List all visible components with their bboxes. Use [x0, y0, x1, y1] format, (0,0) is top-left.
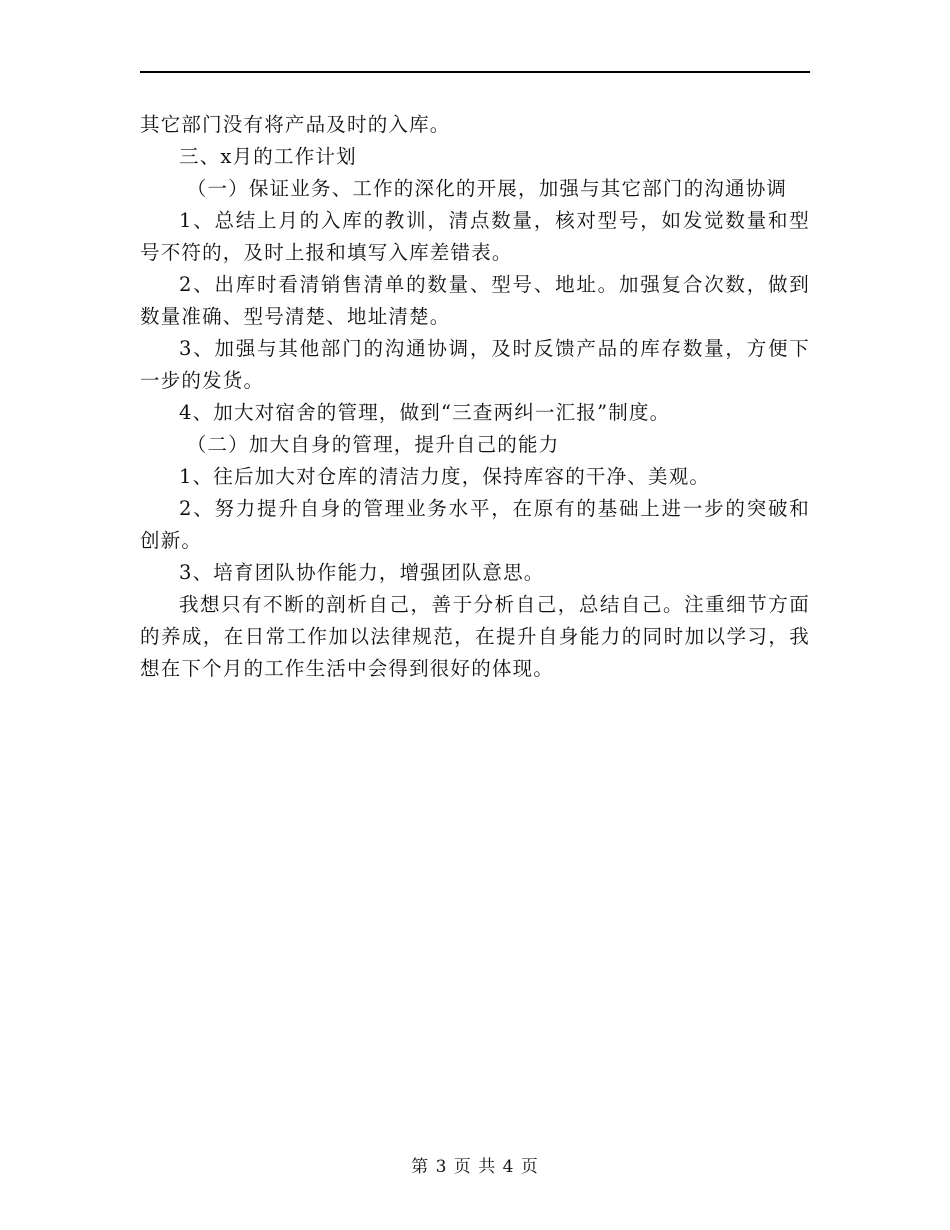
paragraph-continuation: 其它部门没有将产品及时的入库。: [140, 113, 451, 136]
header-rule: [140, 71, 810, 73]
document-body: [140, 109, 810, 685]
list-item-cleanliness: 1、往后加大对仓库的清洁力度，保持库容的干净、美观。: [179, 465, 711, 488]
list-item-inbound-review: 1、总结上月的入库的教训，清点数量，核对型号，如发觉数量和型号不符的，及时上报和填写入库差错表。: [140, 209, 810, 264]
list-item-outbound-check: 2、出库时看清销售清单的数量、型号、地址。加强复合次数，做到数量准确、型号清楚、地址清楚。: [140, 273, 810, 328]
list-item-teamwork: 3、培育团队协作能力，增强团队意思。: [179, 561, 545, 584]
section-heading-plan: 三、x月的工作计划: [179, 145, 357, 168]
subheading-self-management: （二）加大自身的管理，提升自己的能力: [186, 433, 560, 456]
list-item-management-skill: 2、努力提升自身的管理业务水平，在原有的基础上进一步的突破和创新。: [140, 497, 810, 552]
list-item-communication: 3、加强与其他部门的沟通协调，及时反馈产品的库存数量，方便下一步的发货。: [140, 337, 810, 392]
list-item-dormitory: 4、加大对宿舍的管理，做到“三查两纠一汇报”制度。: [179, 401, 671, 424]
page-number-footer: 第 3 页 共 4 页: [411, 1157, 539, 1177]
subheading-deepen-business: （一）保证业务、工作的深化的开展，加强与其它部门的沟通协调: [186, 177, 788, 200]
paragraph-conclusion: 我想只有不断的剖析自己，善于分析自己，总结自己。注重细节方面的养成，在日常工作加以法律规范，在提升自身能力的同时加以学习，我想在下个月的工作生活中会得到很好的体现。: [140, 593, 810, 680]
